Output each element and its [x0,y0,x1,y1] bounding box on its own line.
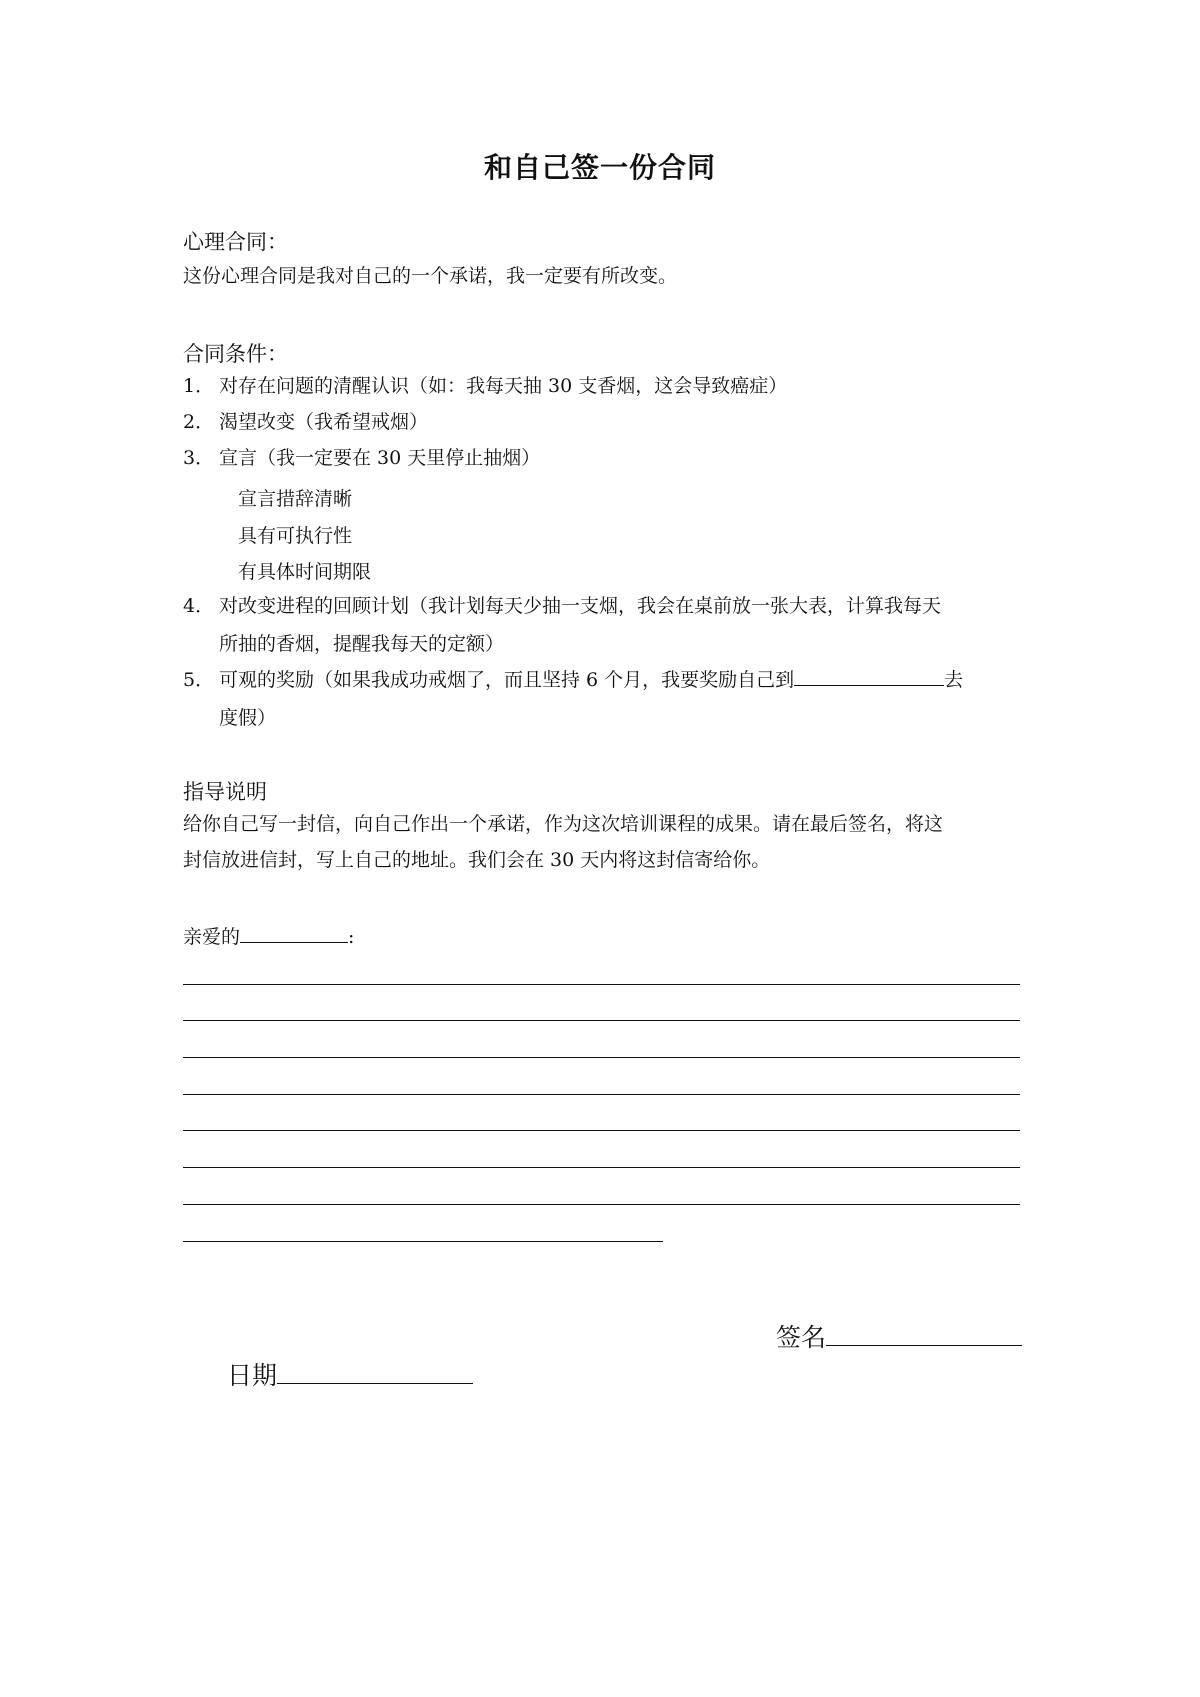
list-item-number: 5． [183,669,215,691]
sub-list-item: 有具体时间期限 [238,561,372,583]
instructions-line: 封信放进信封，写上自己的地址。我们会在 30 天内将这封信寄给你。 [183,849,771,871]
date-field [227,1356,473,1392]
letter-writing-line[interactable] [183,1094,1020,1095]
list-item-text: 可观的奖励（如果我成功戒烟了，而且坚持 6 个月，我要奖励自己到 [219,669,795,691]
section-heading-conditions: 合同条件： [183,342,288,366]
list-item-number: 1． [183,375,215,397]
letter-writing-line[interactable] [183,1241,663,1242]
salutation-label: 亲爱的 [183,926,241,948]
list-item-text-end: 去 [944,669,964,691]
letter-writing-line[interactable] [183,984,1020,985]
instructions-line: 给你自己写一封信，向自己作出一个承诺，作为这次培训课程的成果。请在最后签名，将这 [183,813,944,835]
document-title: 和自己签一份合同 [483,151,716,184]
salutation-colon: : [348,926,355,948]
list-item-text: 宣言（我一定要在 30 天里停止抽烟） [219,447,541,469]
letter-salutation [183,923,354,951]
list-item-text: 对存在问题的清醒认识（如：我每天抽 30 支香烟，这会导致癌症） [219,375,788,397]
list-item [183,444,540,472]
letter-writing-line[interactable] [183,1204,1020,1205]
recipient-blank[interactable] [240,924,348,943]
date-label: 日期 [227,1361,278,1390]
section-heading-instructions: 指导说明 [183,780,267,804]
letter-writing-line[interactable] [183,1020,1020,1021]
signature-label: 签名 [776,1323,827,1352]
sub-list-item: 宣言措辞清晰 [238,488,353,510]
list-item-text: 对改变进程的回顾计划（我计划每天少抽一支烟，我会在桌前放一张大表，计算我每天 [219,595,942,617]
letter-writing-line[interactable] [183,1057,1020,1058]
signature-field [776,1318,1022,1354]
list-item [183,408,428,436]
list-item-number: 4． [183,595,215,617]
list-item-continuation: 所抽的香烟，提醒我每天的定额） [219,633,505,655]
list-item [183,592,941,620]
letter-writing-line[interactable] [183,1130,1020,1131]
signature-blank[interactable] [826,1323,1022,1346]
list-item-number: 2． [183,411,215,433]
date-blank[interactable] [277,1361,473,1384]
section-heading-psych-contract: 心理合同： [183,230,288,254]
list-item [183,666,963,694]
list-item [183,372,787,400]
section-body-psych-contract: 这份心理合同是我对自己的一个承诺，我一定要有所改变。 [183,265,678,287]
sub-list-item: 具有可执行性 [238,525,353,547]
list-item-continuation: 度假） [219,707,277,729]
list-item-text: 渴望改变（我希望戒烟） [219,411,429,433]
list-item-number: 3． [183,447,215,469]
letter-writing-line[interactable] [183,1167,1020,1168]
destination-blank[interactable] [794,667,944,686]
